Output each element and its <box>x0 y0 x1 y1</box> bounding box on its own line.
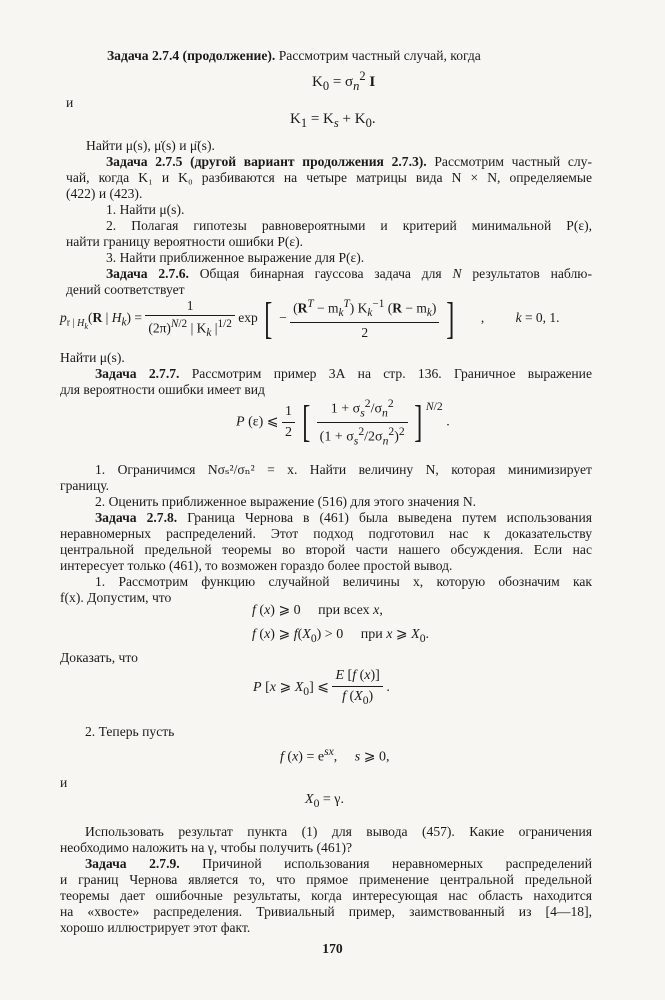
problem-2-7-8-line-4: интересует только (461), то возможен гораздо более простой вывод. <box>60 558 453 573</box>
prove-that: Доказать, что <box>60 650 138 665</box>
word-and-2: и <box>60 775 68 790</box>
find-mu-2-7-6: Найти μ(s). <box>60 350 125 365</box>
problem-2-7-7-line-1: Задача 2.7.7. Рассмотрим пример 3А на стр. 136. Граничное выражение <box>95 366 592 381</box>
formula-markov-bound: P [x ⩾ $X_0$] ⩽ $\frac{E [f (x)]}{f (X_0)}$ . <box>253 668 390 707</box>
formula-f-bound: f (x) ⩾ $f(X_0) > 0$ при x ⩾ $X_0$. <box>252 627 430 645</box>
problem-2-7-8-final-1: Использовать результат пункта (1) для вывода (457). Какие ограничения <box>85 824 592 839</box>
formula-gaussian-density: $p_{r | H_k}(R$ | $H_k$) = $\frac{1}{(2\pi)^{N/2} | K_k |^{1/2}}$ exp [ − $\frac{(R^T - m_k^T) K_k^{-1} (R - m_k)}{2}$ ] , k = 0, 1. <box>60 294 560 343</box>
problem-2-7-6-line-1: Задача 2.7.6. Общая бинарная гауссова задача для N результатов наблю- <box>106 266 592 281</box>
formula-error-bound: P (ε) ⩽ $\frac{1}{2}$ [ $\frac{1 + \sigma_s^2/\sigma_n^2}{(1 + \sigma_s^2/2\sigma_n^2)^2}$ ] $^{N/2}$ . <box>236 397 450 448</box>
problem-2-7-7-item-1: 1. Ограничимся Nσₛ²/σₙ² = x. Найти величину N, которая минимизирует <box>95 462 592 477</box>
problem-2-7-5-item-2: 2. Полагая гипотезы равновероятными и критерий минимальной P(ε), <box>106 218 592 233</box>
problem-2-7-8-item-1: 1. Рассмотрим функцию случайной величины x, которую обозначим как <box>95 574 592 589</box>
problem-2-7-9-line-4: на «хвосте» распределения. Тривиальный пример, заимствованный из [4—18], <box>60 904 592 919</box>
problem-2-7-8-final-2: необходимо наложить на γ, чтобы получить (461)? <box>60 840 353 855</box>
find-mu-2-7-4: Найти μ(s), μ̇(s) и μ̈(s). <box>86 138 215 153</box>
problem-2-7-9-line-1: Задача 2.7.9. Причиной использования неравномерных распределений <box>85 856 592 871</box>
problem-2-7-9-line-3: теоремы дает ошибочные результаты, когда интересующая нас область находится <box>60 888 592 903</box>
problem-2-7-5-line-1: Задача 2.7.5 (другой вариант продолжения 2.7.3). Рассмотрим частный слу- <box>106 154 592 169</box>
problem-2-7-5-line-3: (422) и (423). <box>66 186 143 201</box>
problem-2-7-8-line-2: неравномерных распределений. Этот подход подготовил нас к доказательству <box>60 526 592 541</box>
problem-2-7-8-line-1: Задача 2.7.8. Граница Чернова в (461) была выведена путем использования <box>95 510 592 525</box>
formula-f-nonneg: f (x) ⩾ 0 при всех x, <box>252 603 383 618</box>
problem-2-7-5-line-2: чай, когда K₁ и K₀ разбиваются на четыре матрицы вида N × N, определяемые <box>66 170 592 185</box>
page-number: 170 <box>322 941 343 956</box>
problem-2-7-8-line-3: центральной предельной теоремы во второй части нашего обсуждения. Если нас <box>60 542 592 557</box>
formula-f-exp: f $(x) = e^{sx}$, s ⩾ 0, <box>280 745 390 765</box>
problem-2-7-7-line-2: для вероятности ошибки имеет вид <box>60 382 265 397</box>
problem-2-7-7-item-1-cont: границу. <box>60 478 110 493</box>
formula-k1: $K_1 = K_s + K_0$. <box>290 111 376 130</box>
problem-2-7-8-item-1-cont: f(x). Допустим, что <box>60 590 172 605</box>
problem-2-7-5-item-1: 1. Найти μ(s). <box>106 202 185 217</box>
problem-2-7-6-line-2: дений соответствует <box>66 282 185 297</box>
word-and-1: и <box>66 95 74 110</box>
problem-2-7-4-intro: Задача 2.7.4 (продолжение). Рассмотрим частный случай, когда <box>107 48 481 63</box>
formula-x0-gamma: $X_0 = \gamma$. <box>305 792 344 810</box>
problem-2-7-9-line-5: хорошо иллюстрирует этот факт. <box>60 920 251 935</box>
problem-2-7-8-item-2: 2. Теперь пусть <box>85 724 175 739</box>
problem-2-7-7-item-2: 2. Оценить приближенное выражение (516) для этого значения N. <box>95 494 477 509</box>
problem-2-7-9-line-2: и границ Чернова является то, что прямое применение центральной предельной <box>60 872 592 887</box>
problem-2-7-5-item-2-cont: найти границу вероятности ошибки P(ε). <box>66 234 304 249</box>
formula-k0: $K_0 = \sigma_n^2$ I <box>312 69 376 93</box>
problem-2-7-5-item-3: 3. Найти приближенное выражение для P(ε). <box>106 250 365 265</box>
